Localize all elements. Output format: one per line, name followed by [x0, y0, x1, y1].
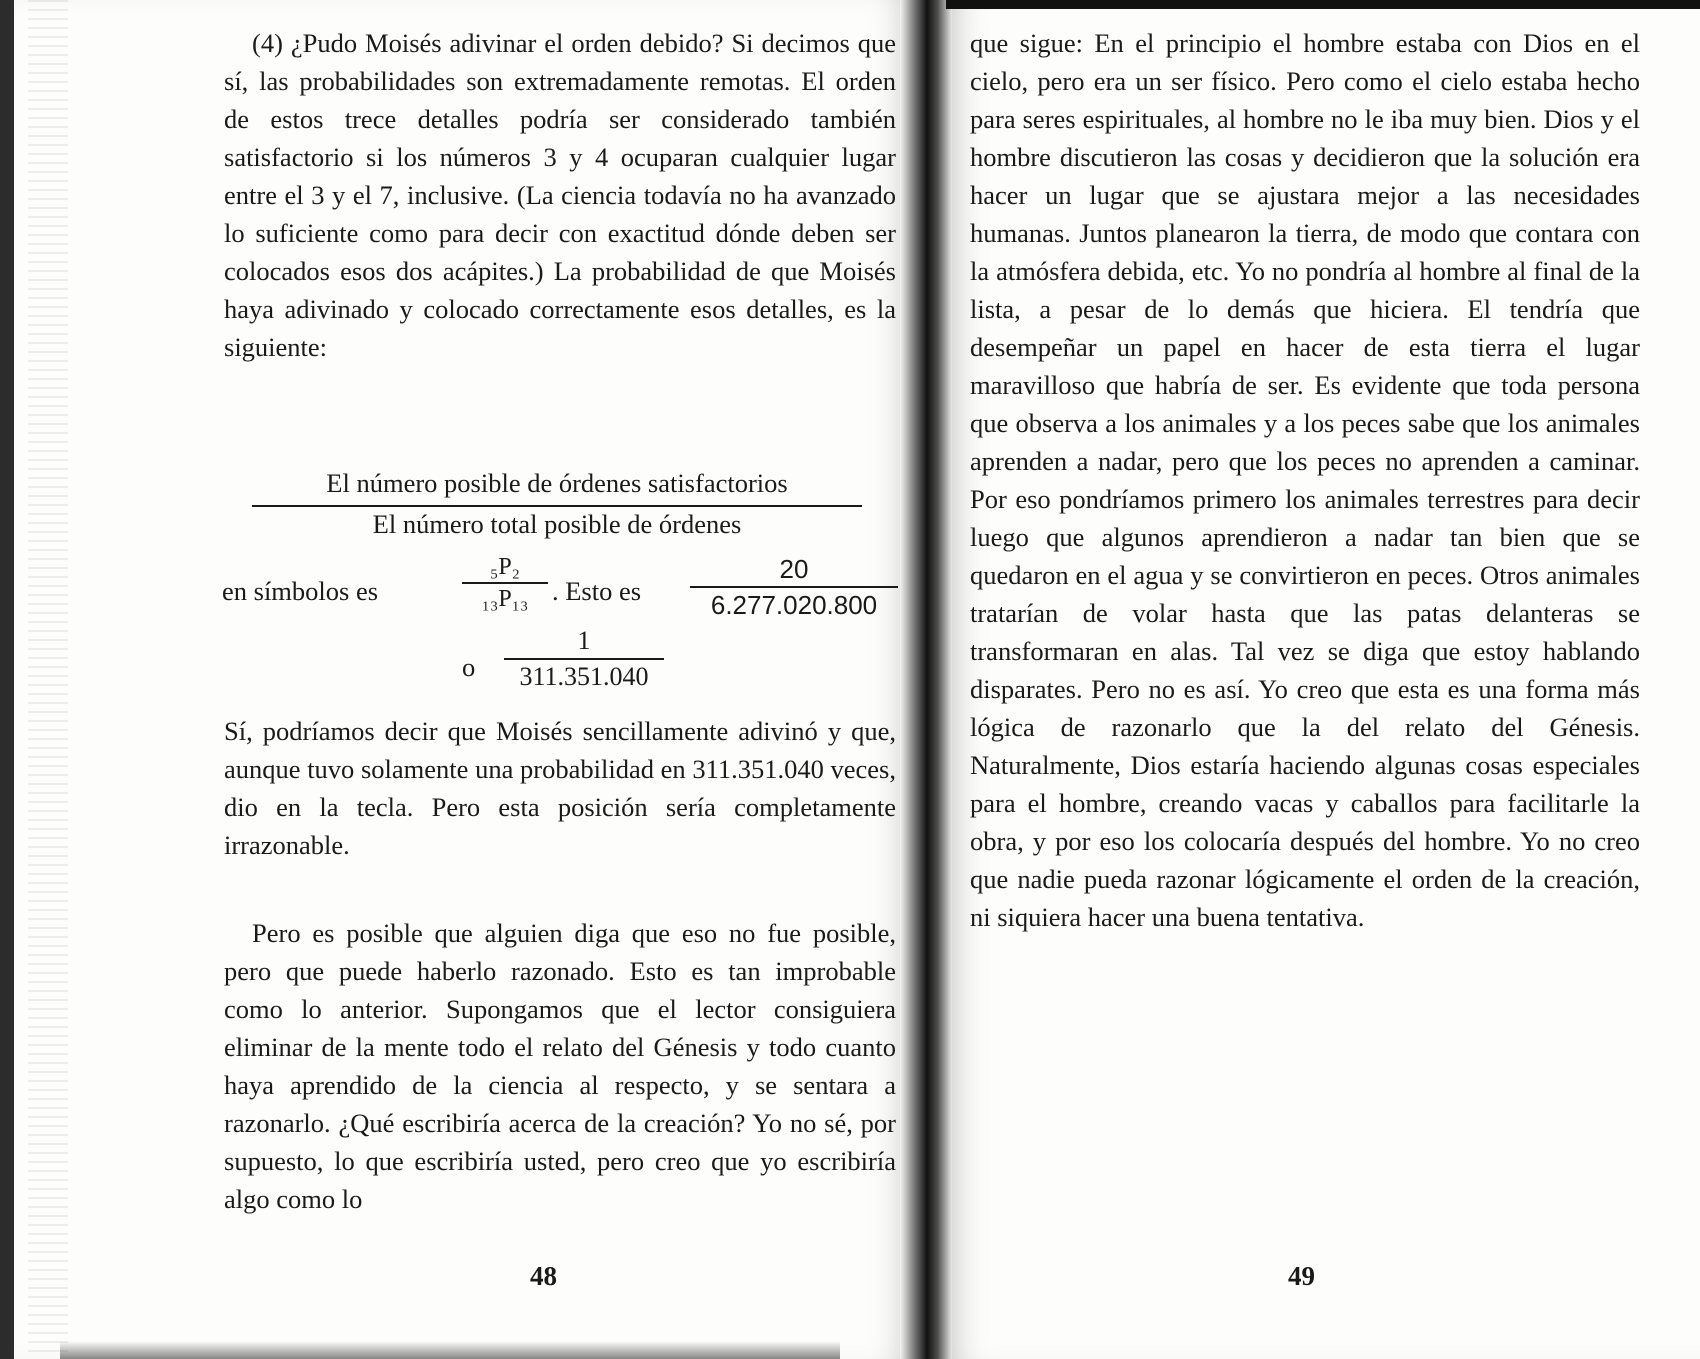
simplified-numerator: 1	[577, 626, 591, 655]
right-paragraph-1-text: que sigue: En el principio el hombre estaba con Dios en el cielo, pero era un ser físico. Pero como el cielo estaba hecho para seres espirituales, al hombre no le iba muy bien. Dios y el hombre discutieron las cosas y decidieron que la solución era hacer un lugar que se ajustara mejor a las necesidades humanas. Juntos planearon la tierra, de modo que contara con la atmósfera debida, etc. Yo no pondría al hombre al final de la lista, a pesar de lo demás que hiciera. El tendría que desempeñar un papel en hacer de esta tierra el lugar maravilloso que habría de ser. Es evidente que toda persona que observa a los animales y a los peces sabe que los animales aprenden a nadar, pero que los peces no aprenden a caminar. Por eso pondríamos primero los animales terrestres para decir luego que algunos aprendieron a nadar tan bien que se quedaron en el agua y se convirtieron en peces. Otros animales tratarían de volar hasta que las patas delanteras se transformaran en alas. Tal vez se diga que estoy hablando disparates. Pero no es así. Yo creo que esta es una forma más lógica de razonarlo que la del relato del Génesis. Naturalmente, Dios estaría haciendo algunas cosas especiales para el hombre, creando vacas y caballos para facilitarle la obra, y por eso los colocaría después del hombre. Yo no creo que nadie pueda razonar lógicamente el orden de la creación, ni siquiera hacer una buena tentativa.	[970, 28, 1640, 932]
esto-es-label: . Esto es	[552, 576, 642, 606]
value-denominator: 6.277.020.800	[710, 590, 878, 620]
permutation-numerator: ₅P₂	[489, 554, 521, 580]
left-paragraph-3	[224, 914, 896, 1218]
formula-simplified-line	[222, 626, 902, 710]
page-number-left: 48	[530, 1261, 557, 1291]
left-paragraph-3-text: Pero es posible que alguien diga que eso no fue posible, pero que puede haberlo razonado. Esto es tan improbable como lo anterior. Supongamos que el lector consiguiera eliminar de la mente todo el relato del Génesis y todo cuanto haya aprendido de la ciencia al respecto, y se sentara a razonarlo. ¿Qué escribiría acerca de la creación? Yo no sé, por supuesto, lo que escribiría usted, pero creo que yo escribiría algo como lo	[224, 918, 896, 1214]
left-paragraph-2	[224, 712, 896, 864]
page-number-right: 49	[1288, 1261, 1315, 1291]
page-bottom-shadow	[60, 1341, 840, 1359]
formula-words-fraction	[252, 468, 862, 540]
probability-formula	[222, 468, 902, 708]
left-paragraph-1-text: (4) ¿Pudo Moisés adivinar el orden debido? Si decimos que sí, las probabilidades son extremadamente remotas. El orden de estos trece detalles podría ser considerado también satisfactorio si los números 3 y 4 ocuparan cualquier lugar entre el 3 y el 7, inclusive. (La ciencia todavía no ha avanzado lo suficiente como para decir con exactitud dónde deben ser colocados esos dos acápites.) La probabilidad de que Moisés haya adivinado y colocado correctamente esos detalles, es la siguiente:	[224, 28, 896, 362]
simplified-fraction	[504, 624, 664, 694]
value-numerator: 20	[779, 554, 809, 584]
right-paragraph-1	[970, 24, 1640, 936]
left-paragraph-2-text: Sí, podríamos decir que Moisés sencillamente adivinó y que, aunque tuvo solamente una probabilidad en 311.351.040 veces, dio en la tecla. Pero esta posición sería completamente irrazonable.	[224, 716, 896, 860]
page-top-edge	[946, 0, 1700, 9]
permutation-denominator: ₁₃P₁₃	[481, 586, 529, 612]
page-edge-shadow	[28, 0, 68, 1359]
value-fraction	[690, 552, 898, 622]
formula-symbols-line	[222, 554, 902, 624]
formula-words-denominator: El número total posible de órdenes	[372, 509, 742, 539]
simplified-denominator: 311.351.040	[519, 662, 649, 691]
permutation-fraction	[462, 552, 548, 614]
left-paragraph-1	[224, 24, 896, 366]
symbols-label: en símbolos es	[222, 576, 379, 606]
or-label: o	[462, 652, 476, 682]
formula-words-numerator: El número posible de órdenes satisfactorios	[326, 468, 788, 498]
book-gutter	[900, 0, 952, 1359]
